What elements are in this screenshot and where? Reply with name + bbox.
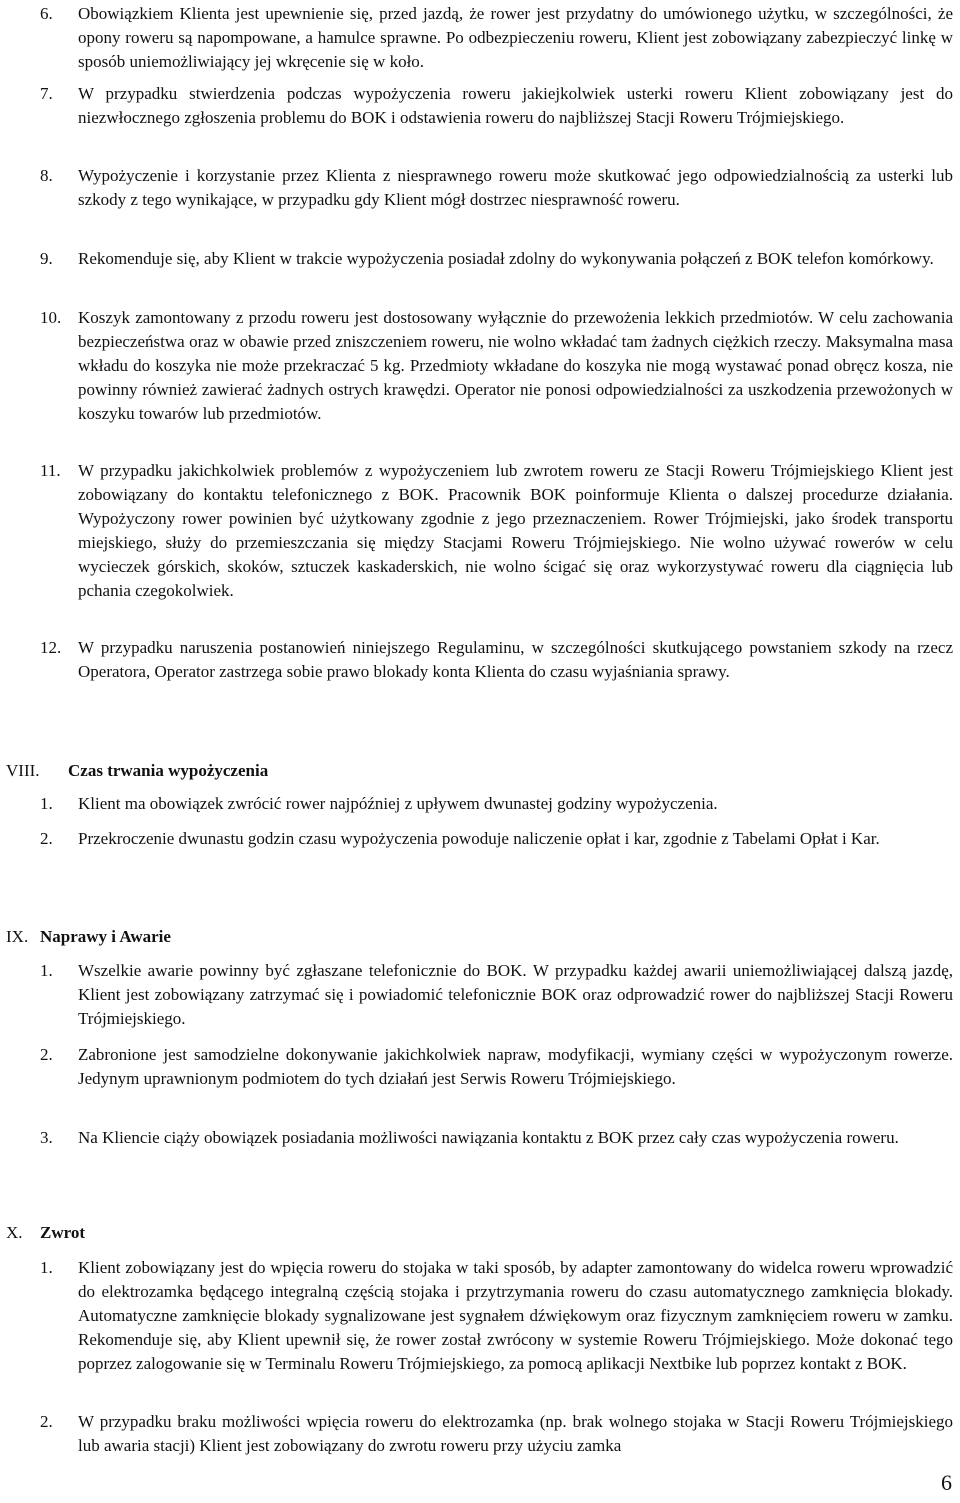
- item-number: 2.: [40, 1045, 53, 1064]
- list-item: [40, 1126, 953, 1150]
- list-item: [40, 2, 953, 74]
- list-item: [40, 1410, 953, 1458]
- item-number: 2.: [40, 829, 53, 848]
- item-text: Obowiązkiem Klienta jest upewnienie się, przed jazdą, że rower jest przydatny do umówionego użytku, w szczególności, że opony roweru są napompowane, a hamulce sprawne. Po odbezpieczeniu roweru, Klient jest zobowiązany zabezpieczyć linkę w sposób uniemożliwiający jej wkręcenie się w koło.: [78, 4, 953, 71]
- section-number: X.: [6, 1223, 23, 1242]
- section-title: Zwrot: [40, 1223, 86, 1242]
- item-number: 8.: [40, 166, 53, 185]
- list-item: [40, 959, 953, 1031]
- item-text: Na Kliencie ciąży obowiązek posiadania możliwości nawiązania kontaktu z BOK przez cały czas wypożyczenia roweru.: [78, 1128, 899, 1147]
- item-number: 1.: [40, 794, 53, 813]
- item-text: Wypożyczenie i korzystanie przez Klienta z niesprawnego roweru może skutkować jego odpowiedzialnością za usterki lub szkody z tego wynikające, w przypadku gdy Klient mógł dostrzec niesprawność roweru.: [78, 166, 953, 209]
- item-number: 1.: [40, 961, 53, 980]
- item-text: Zabronione jest samodzielne dokonywanie jakichkolwiek napraw, modyfikacji, wymiany części w wypożyczonym rowerze. Jedynym uprawnionym podmiotem do tych działań jest Serwis Roweru Trójmiejskiego.: [78, 1045, 953, 1088]
- section-heading-viii: [6, 759, 268, 783]
- section-title: Czas trwania wypożyczenia: [68, 761, 269, 780]
- section-heading-x: [6, 1221, 85, 1245]
- item-text: Klient ma obowiązek zwrócić rower najpóźniej z upływem dwunastej godziny wypożyczenia.: [78, 794, 718, 813]
- list-item: [40, 792, 953, 816]
- list-item: [40, 164, 953, 212]
- item-number: 10.: [40, 308, 62, 327]
- list-item: [40, 1256, 953, 1376]
- item-text: Przekroczenie dwunastu godzin czasu wypożyczenia powoduje naliczenie opłat i kar, zgodnie z Tabelami Opłat i Kar.: [78, 829, 880, 848]
- item-number: 11.: [40, 461, 61, 480]
- item-text: W przypadku stwierdzenia podczas wypożyczenia roweru jakiejkolwiek usterki roweru Klient zobowiązany jest do niezwłocznego zgłoszenia problemu do BOK i odstawienia roweru do najbliższej Stacji Roweru Trójmiejskiego.: [78, 84, 953, 127]
- item-text: Rekomenduje się, aby Klient w trakcie wypożyczenia posiadał zdolny do wykonywania połączeń z BOK telefon komórkowy.: [78, 249, 934, 268]
- item-number: 12.: [40, 638, 62, 657]
- page-number: 6: [941, 1470, 952, 1495]
- item-text: W przypadku jakichkolwiek problemów z wypożyczeniem lub zwrotem roweru ze Stacji Roweru Trójmiejskiego Klient jest zobowiązany do kontaktu telefonicznego z BOK. Pracownik BOK poinformuje Klienta o dalszej procedurze działania. Wypożyczony rower powinien być użytkowany zgodnie z jego przeznaczeniem. Rower Trójmiejski, jako środek transportu miejskiego, służy do przemieszczania się między Stacjami Roweru Trójmiejskiego. Nie wolno używać rowerów w celu wycieczek górskich, skoków, sztuczek kaskaderskich, nie wolno ścigać się oraz wykorzystywać roweru dla ciągnięcia lub pchania czegokolwiek.: [78, 461, 953, 600]
- item-number: 3.: [40, 1128, 53, 1147]
- item-number: 1.: [40, 1258, 53, 1277]
- item-text: Koszyk zamontowany z przodu roweru jest dostosowany wyłącznie do przewożenia lekkich przedmiotów. W celu zachowania bezpieczeństwa oraz w obawie przed zniszczeniem roweru, nie wolno wkładać tam żadnych ciężkich rzeczy. Maksymalna masa wkładu do koszyka nie może przekraczać 5 kg. Przedmioty wkładane do koszyka nie mogą wystawać ponad obręcz kosza, nie powinny również zawierać żadnych ostrych krawędzi. Operator nie ponosi odpowiedzialności za uszkodzenia przewożonych w koszyku towarów lub przedmiotów.: [78, 308, 953, 423]
- section-number: IX.: [6, 927, 29, 946]
- list-item: [40, 306, 953, 426]
- list-item: [40, 636, 953, 684]
- item-text: W przypadku braku możliwości wpięcia roweru do elektrozamka (np. brak wolnego stojaka w Stacji Roweru Trójmiejskiego lub awaria stacji) Klient jest zobowiązany do zwrotu roweru przy użyciu zamka: [78, 1412, 953, 1455]
- item-number: 9.: [40, 249, 53, 268]
- list-item: [40, 82, 953, 130]
- list-item: [40, 827, 953, 851]
- list-item: [40, 1043, 953, 1091]
- section-number: VIII.: [6, 761, 40, 780]
- item-number: 7.: [40, 84, 53, 103]
- list-item: [40, 247, 953, 271]
- item-text: Wszelkie awarie powinny być zgłaszane telefonicznie do BOK. W przypadku każdej awarii uniemożliwiającej dalszą jazdę, Klient jest zobowiązany zatrzymać się i powiadomić telefonicznie BOK oraz odprowadzić rower do najbliższej Stacji Roweru Trójmiejskiego.: [78, 961, 953, 1028]
- list-item: [40, 459, 953, 603]
- item-text: W przypadku naruszenia postanowień niniejszego Regulaminu, w szczególności skutkującego powstaniem szkody na rzecz Operatora, Operator zastrzega sobie prawo blokady konta Klienta do czasu wyjaśniania sprawy.: [78, 638, 953, 681]
- section-title: Naprawy i Awarie: [40, 927, 171, 946]
- item-number: 6.: [40, 4, 53, 23]
- section-heading-ix: [6, 925, 171, 949]
- item-text: Klient zobowiązany jest do wpięcia roweru do stojaka w taki sposób, by adapter zamontowany do widelca roweru wprowadzić do elektrozamka będącego integralną częścią stojaka i przytrzymania roweru do czasu automatycznego zamknięcia blokady. Automatyczne zamknięcie blokady sygnalizowane jest sygnałem dźwiękowym oraz fizycznym zamknięciem roweru w zamku. Rekomenduje się, aby Klient upewnił się, że rower został zwrócony w systemie Roweru Trójmiejskiego. Może dokonać tego poprzez zalogowanie się w Terminalu Roweru Trójmiejskiego, za pomocą aplikacji Nextbike lub poprzez kontakt z BOK.: [78, 1258, 953, 1373]
- item-number: 2.: [40, 1412, 53, 1431]
